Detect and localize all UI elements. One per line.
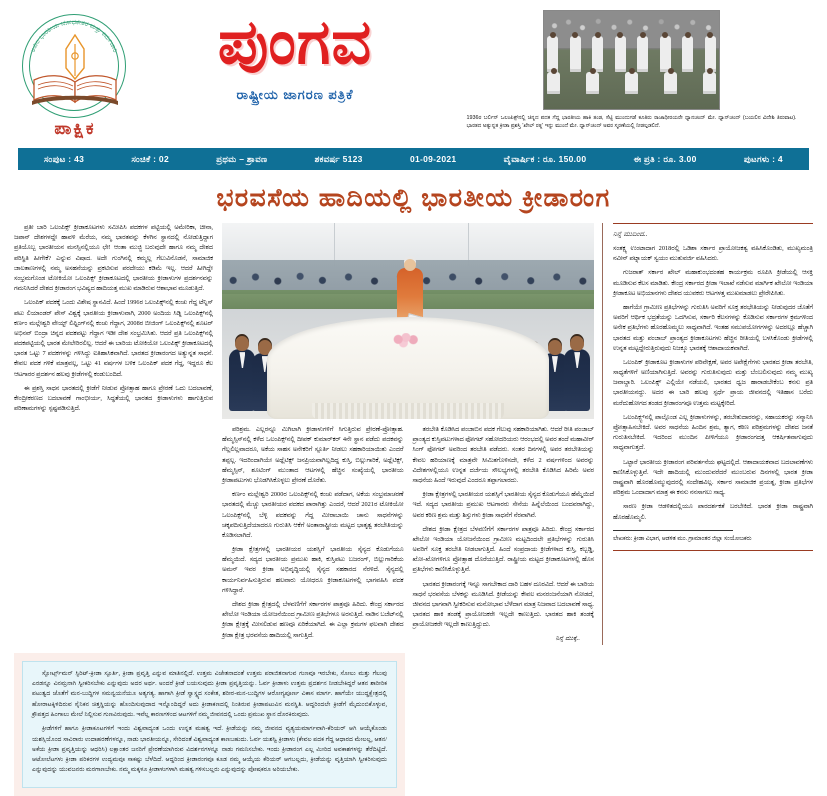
issue-info-bar	[18, 148, 809, 170]
publisher-logo-block	[0, 0, 150, 139]
byline-separator	[613, 530, 733, 531]
article-column-3	[413, 425, 595, 645]
paragraph: ಸಂತಕ್ಷ್ಯ ಉಂಟಾದಾಗ 2018ರಲ್ಲಿ ಒಡಿಶಾ ಸರ್ಕಾರ ಪ್ರಾಯೋಜಕತ್ವ ವಹಿಸಿಕೊಂಡಿತು, ಮುಖ್ಯಮಂತ್ರಿ ನವೀನ್ ಪಟ್ನಾಯಕ್ ಸ್ವಯಂ ಮುತುವರ್ಜಿ ವಹಿಸಿದರು.	[613, 245, 813, 263]
historic-photo-block	[440, 0, 827, 131]
paragraph: ಸ್ಪೋರ್ಟ್ಸ್‌ಮನ್ ಸ್ಪಿರಿಟ್-ಕ್ರೀಡಾ ಸ್ಪೂರ್ತಿ, ಕ್ರೀಡಾ ಪ್ರವೃತ್ತಿ ಎನ್ನುವ ಮಾತಿನಲ್ಲಿದೆ. ಉತ್ತಮ ವಿಜೇತನಾದಂತೆ ಉತ್ತಮ ಪರಾಜಿತನಾಗುವ ಗುಣವೂ ಇರಬೇಕು, ಸೋಲು ಮತ್ತು ಗೆಲುವು ಎರಡನ್ನೂ ವಿನಮ್ರನಾಗಿ ಸ್ವೀಕರಿಸಬೇಕು ಎನ್ನುವುದು ಅದರ ಅರ್ಥ. ಅಂದರೆ ಕ್ರೀಡೆ ಬಯಸುವುದು ಕ್ರೀಡಾ ಪ್ರವೃತ್ತಿಯನ್ನು. ಓರ್ವ ಕ್ರೀಡಾಳು ಉತ್ತಮ ಪ್ರದರ್ಶನ ನೀಡಬೇಕಿದ್ದರೆ ಆತನ ಶಾರೀರಿಕ ಪಟುತ್ವದ ಜೊತೆಗೆ ಮನ-ಬುದ್ಧಿಗಳ ಸಮನ್ವಯನೆಯೂ ಅತ್ಯಗತ್ಯ. ಹಾಗಾಗಿ ಕ್ರೀಡೆ ಸ್ವಾಸ್ಥ್ಯದ ಸಂಕೇತ, ಶರೀರ-ಮನ-ಬುದ್ಧಿಗಳ ಆರೋಗ್ಯಪೂರ್ಣ ವಿಕಾಸ ಮಾರ್ಗ. ಹಾಗೆಯೇ ಯುದ್ಧಕ್ಷೇತ್ರದಲ್ಲಿ ಹೋರಾಟಕ್ಕಿಳಿದಿರುವ ಸೈನಿಕನ ಚಿತ್ತಸ್ಥಿಯನ್ನು ಹೊಂದಿಸುವುದಾದ ಇನ್ನೊಂದಿದ್ದರೆ ಅದು ಕ್ರೀಡಾಕಣದಲ್ಲಿ ನಿಂತಿರುವ ಕ್ರೀಡಾಪಟುವಿನ ಮನಸ್ಥಿತಿ. ಆದ್ದರಿಂದಲೇ ಕ್ರೀಡೆಗೆ ಮೈದುಂಬಿಕೊಳ್ಳುವ, ಕ್ರೌಪತ್ತದ ಹಿಂಗಾಲು ಮೇಲೆ ನಿಲ್ಲಿಸುವ ಗುಣವಿರುವುದು. ಇವೆಲ್ಲ ಕಾರಣಗಳಿಂದ ಆಟಗಳಿಗೆ ನಮ್ಮ ಜೀವನದಲ್ಲಿ ಒಂದು ಪ್ರಮುಖ ಸ್ಥಾನ ದೊರಕಿರುವುದು.	[32, 669, 387, 718]
main-headline: ಭರವಸೆಯ ಹಾದಿಯಲ್ಲಿ ಭಾರತೀಯ ಕ್ರೀಡಾರಂಗ	[216, 184, 611, 212]
paragraph: ಒಲಂಪಿಕ್ ಪದಕಕ್ಕೆ ಒಂದು ವಿಶೇಷ ಸ್ಥಾನವಿದೆ. ಹಿಂದೆ 1996ರ ಒಲಂಪಿಕ್ಸ್‌ನಲ್ಲಿ ಕಂಚು ಗೆದ್ದ ಟೆನ್ನಿಸ್ ಪಟು ಲಿಯಾಂಡರ್ ಪೇಸ್ ವಿಶ್ವಕ್ಕೆ ಭಾರತೀಯ ಕ್ರೀಡಾಳುವಾಗಿ, 2000 ಅಂದಿಯ ಸಿಡ್ನಿ ಒಲಂಪಿಕ್ಸ್‌ನಲ್ಲಿ ಕರ್ಣಂ ಮಲ್ಲೇಶ್ವರಿ ವೇಯ್ಟ್ ಲಿಫ್ಟಿಂಗ್‌ನಲ್ಲಿ ಕಂಚು ಗೆದ್ದಾಗ, 2008ರ ಬೀಜಿಂಗ್ ಒಲಂಪಿಕ್ಸ್‌ನಲ್ಲಿ ಶೂಟರ್ ಅಭಿನವ್ ಬಿಂದ್ರಾ ಚಿನ್ನದ ಪದಕಪಟ್ಟು ಗೆದ್ದಾಗ ಇಡೀ ದೇಶ ಸಂಭ್ರಮಿಸಿತು. ಆದರೆ ಪ್ರತಿ ಒಲಂಪಿಕ್ಸ್‌ನಲ್ಲಿ ಪದಕಪಟ್ಟಿಯಲ್ಲಿ ಭಾರತ ಮೇಲೇರಿರಲಿಲ್ಲ. ಆದರೆ ಈ ಬಾರಿಯ ಟೋಕಿಯೋ ಒಲಂಪಿಕ್ಸ್ ಕ್ರೀಡಾಕೂಟದಲ್ಲಿ ಭಾರತ ಒಟ್ಟು 7 ಪದಕಗಳನ್ನು ಗಳಿಸಿದ್ದು ಐತಿಹಾಸಿಕವಾಗಿದೆ. ಭಾರತದ ಕ್ರೀಡಾರಂಗದ ಅತ್ಯುನ್ನತ ಸಾಧನೆ. ಕೇವಲ ಪದಕ ಗಳಿಕೆ ಮಾತ್ರವಲ್ಲ, ಒಟ್ಟು 41 ವರ್ಷಗಳ ಬಳಿಕ ಒಲಂಪಿಕ್ ಪದಕ ಗೆದ್ದ, ಇದ್ದರೂ ಕೆಲ ಆಟಗಾರರ ಪ್ರದರ್ಶನ ಹಲವು ಕ್ರೀಡೆಗಳಲ್ಲಿ ಕಂಡುಬಂದಿದೆ.	[14, 299, 213, 378]
paragraph: ತರಬೇತಿ ಕೊಡಿಸಿದ ಪಂಜಾಬಿನ ಪದಕ ಗೆಲುವು ಸಹಕಾರಿಯಾಗಿತು. ಆದರೆ ರೀತಿ ಪಂಜಾಬ್ ಪ್ರಾಂತ್ಯದ ಕುಸ್ತಿಪಟುಗಳಾದ ಫೋಗಟ್ ಸಹೋದರಿಯರು ಆರಂಭದಲ್ಲಿ ಅವರ ತಂದೆ ಮಹಾವೀರ್ ಸಿಂಗ್ ಫೋಗಟ್ ಅವರಿಂದ ತರಬೇತಿ ಪಡೆದರು. ಸಂತರ ದಿನಗಳಲ್ಲಿ ಅವರ ತರಬೇತಿಯನ್ನು ಕೇವಲ ಹರಿಯಾಣಕ್ಕೆ ಮಾತ್ರವೇ ಸೀಮಿತಗೊಳಿಸದೇ, ಕಳೆದ 2 ವರ್ಷಗಳಿಂದ ಅವರನ್ನು ವಿದೇಶಗಳಲ್ಲಿಯೂ ಉನ್ನತ ದರ್ಜೆಯ ಸೌಲಭ್ಯಗಳಲ್ಲಿ ತರಬೇತಿ ಕೊಡಿಸಿದ ಹಿರಿಮೆ ಅವರ ಸಾಧನೆಯ ಹಿಂದೆ ಇರುವುದೆ ಎಂದರೂ ತಪ್ಪಾಗಲಾರದು.	[412, 426, 594, 484]
paragraph: ಭಾರತದ ಕ್ರೀಡಾರಂಗಕ್ಕೆ ಇನ್ನೂ ಸಾಗಬೇಕಾದ ದಾರಿ ಬಹಳ ದೂರವಿದೆ. ಆದರೆ ಈ ಬಾರಿಯ ಸಾಧನೆ ಭರವಸೆಯ ಬೆಳಕನ್ನು ಮೂಡಿಸಿದೆ. ಕ್ರೀಡೆಯನ್ನು ಕೇವಲ ಮನರಂಜನೆಯಾಗಿ ನೋಡದೆ, ಜೀವನದ ಭಾಗವಾಗಿ ಸ್ವೀಕರಿಸುವ ಮನೋಭಾವ ಬೆಳೆದಾಗ ಮಾತ್ರ ನಿಜವಾದ ಬದಲಾವಣೆ ಸಾಧ್ಯ. ಭಾರತದ ಹಾಕಿ ತಂಡಕ್ಕೆ ಪ್ರಾಯೋಜಕರೇ ಇಲ್ಲದೇ ಕಾಣುತ್ತಿದು. ಭಾರತದ ಹಾಕಿ ತಂಡಕ್ಕೆ ಪ್ರಾಯೋಜಕರೇ ಇಲ್ಲದೇ ಕಾಣುತ್ತಿದ್ದುದು.	[412, 580, 594, 629]
photo-front-row	[547, 72, 716, 94]
paragraph: ಸಾರಣ ಕ್ರೀಡಾ ಆಡಳಿತದಲ್ಲಿಯೂ ಪಾರದರ್ಶಕತೆ ಬರಬೇಕಿದೆ. ಭಾರತ ಕ್ರೀಡಾ ರಾಷ್ಟ್ರವಾಗಿ ಹೊರಹೊಮ್ಮಲಿ.	[613, 503, 813, 521]
paragraph: ಕ್ರೀಡೆಗಳಿಗೆ ಹಾಗೂ ಕ್ರೀಡಾಕೂಟಗಳಿಗೆ ಇಂದು ವಿಶ್ವವಾದ್ಯಂತ ಒಂದು ಉನ್ನತ ಮಹತ್ವ ಇದೆ. ಕ್ರೀಡೆಯನ್ನು ನಮ್ಮ ಜೀವನದ ವ್ಯತ್ಯಯಮಾರ್ಗವಾಗಿ-ಕೆರಿಯರ್ ಆಗಿ ಆಯ್ಕೆಕೊಂಡು ಯಶಸ್ಸಿಯೊಂದ ಸಾವಿರಾರು ಉದಾಹರಣೆಗಳನ್ನೂ, ನಾಡು ಭಾರತೀಯನ್ನೂ, ಸೇರಿದಂತೆ ವಿಶ್ವವಾದ್ಯಂತ ಕಾಣಬಹುದು. ಓರ್ವ ಯಶಸ್ವಿ ಕ್ರೀಡಾಳು (ಕೇವಲ ಪದಕ ಗೆದ್ದ ಆಧಾರದ ಮೇಲಲ್ಲ, ಆತನ/ಅಕೆಯ ಕ್ರೀಡಾ ಪ್ರವೃತ್ತಿಯನ್ನು ಆಧರಿಸಿ) ಲಕ್ಷಾಂತರ ಜನರಿಗೆ ಪ್ರೇರಣೆಯಾಗಿರುವ ವಿದರ್ಶನಗಳನ್ನೂ ನಾಡು ಗಮನಿಸಬೇಕು. ಇಂದು ಕ್ರೀಡಾರಂಗ ಎಲ್ಲ ಮೀರಿದ ಅವಕಾಶಗಳನ್ನು ತೆರೆದಿಟ್ಟಿದೆ. ಆಟೋಲೆಟಗಳು ಕ್ರೀಡಾ ಪರಿಕರಗಳ ಉದ್ಯಮವೂ ಸಾಕಷ್ಟು ಬೆಳೆದಿದೆ. ಆದ್ದರಿಂದ ಕ್ರೀಡಾರಂಗವೂ ಕೂಡ ನಮ್ಮ ಆಯ್ಕೆಯ ಕೆರಿಯರ್ ಆಗಬಲ್ಲದು, ಕ್ರೀಡೆಯನ್ನು ವೃತ್ತಿಯಾಗಿ ಸ್ವೀಕರಿಸುವುದು ಎನ್ನುವುದನ್ನು ಯುವಜನರು ಮರಗಾಣಬೇಕು. ನಮ್ಮ ಮಕ್ಕಳೂ ಕ್ರೀಡಾಳುಗಳಾಗಿ ಮಹತ್ವ ಗಳಿಸಬಲ್ಲರು ಎನ್ನುವುದನ್ನು ಪೋಷಕರೂ ಅರಿಯಬೇಕು.	[32, 725, 387, 774]
article-columns-2-3	[222, 223, 594, 645]
info-issue: ಸಂಚಿಕೆ : 02	[131, 153, 169, 164]
sidebar-bottom-rule	[613, 550, 813, 551]
paper-tagline: ರಾಷ್ಟ್ರೀಯ ಜಾಗರಣ ಪತ್ರಿಕೆ	[236, 87, 354, 103]
info-era-year: ಶಕವರ್ಷ 5123	[314, 153, 363, 164]
paragraph: ಗುಜರಾತ್ ಸರ್ಕಾರ ಖೇಲ್ ಮಹಾಕುಂಭದಂತಹ ಕಾರ್ಯಕ್ರಮ ರೂಪಿಸಿ ಕ್ರೀಡೆಯಲ್ಲಿ ಆಸಕ್ತಿ ಮೂಡಿಸುವ ಕೆಲಸ ಮಾಡಿತು. ಕೇಂದ್ರ ಸರ್ಕಾರದ ಕ್ರೀಡಾ ಇಲಾಖೆ ನಡೆಸುವ ಮಾರ್ಗಿಕ ಖೇಲೋ ಇಂಡಿಯಾ ಕ್ರೀಡಾಕೂಟ ಅಭಿಯಾನಗಳು ದೇಶದ ಯುವಕರು ಆಟಗಳತ್ತ ಮುಖಮಾಡಲು ಪ್ರೇರೇಪಿಸಿತು.	[613, 269, 813, 297]
paragraph: ಒಲಂಪಿಕ್ಸ್ಟ್‌ನಲ್ಲಿ ಪಾಲ್ಗೊಂಡ ಎಲ್ಲ ಕ್ರೀಡಾಳುಗಳನ್ನು, ತರಬೇತುದಾರರನ್ನು, ಸಹಾಯಕರನ್ನು ಸನ್ಮಾನಿಸಿ ಪ್ರೋತ್ಸಾಹಿಸಬೇಕಿದೆ. ಅವರ ಸಾಧನೆಯ ಹಿಂದಿನ ಶ್ರಮ, ತ್ಯಾಗ, ಕಠಿಣ ಪರಿಶ್ರಮಗಳನ್ನು ದೇಶದ ಜನತೆ ಗುರುತಿಸಬೇಕಿದೆ. ಇದರಿಂದ ಮುಂದಿನ ಪೀಳಿಗೆಯೂ ಕ್ರೀಡಾರಂಗದತ್ತ ಆಕರ್ಷಿತವಾಗುವುದು ಸಾಧ್ಯವಾಗುತ್ತದೆ.	[613, 413, 813, 452]
column3-continued-note: ನಿನ್ನೆ ಮುಕ್ಕೆ..	[555, 634, 580, 642]
article-content	[0, 223, 827, 645]
article-byline: ಲೇಖಕರು: ಕ್ರೀಡಾ ವಿಭಾಗ, ಆಡಳಿತ ಮಂ. ಗ್ರಾಮಾಂತರ ಜಿಲ್ಲಾ ಸಂಯೋಜಕರು	[613, 535, 752, 542]
paragraph: ದೇಶದ ಕ್ರೀಡಾ ಕ್ಷೇತ್ರದ ಬೆಳವಣಿಗೆಗೆ ಸರ್ಕಾರಗಳ ಪಾತ್ರವೂ ಹಿರಿದು. ಕೇಂದ್ರ ಸರ್ಕಾರದ ಖೇಲೋ ಇಂಡಿಯಾ ಯೋಜನೆಯಿಂದ ಗ್ರಾಮೀಣ ಮಟ್ಟದಿಂದಲೇ ಪ್ರತಿಭೆಗಳನ್ನು ಗುರುತಿಸಿ ಅವರಿಗೆ ಸೂಕ್ತ ತರಬೇತಿ ನೀಡಲಾಗುತ್ತಿದೆ. ಹಿಂದೆ ಸಂಪ್ರದಾಯ ಕ್ರೀಡೆಗಳಾದ ಕುಸ್ತಿ, ಕಬ್ಬಡ್ಡಿ, ಖೋ-ಖೋಗಳಿಗೂ ಪ್ರೋತ್ಸಾಹ ದೊರೆಯುತ್ತಿದೆ. ರಾಷ್ಟ್ರೀಯ ಮಟ್ಟದ ಕ್ರೀಡಾಕೂಟಗಳಲ್ಲಿ ಹೊಸ ಪ್ರತಿಭೆಗಳು ಕಾಣಿಸಿಕೊಳ್ಳುತ್ತಿವೆ.	[412, 525, 594, 574]
paper-title: ಪುಂಗವ	[217, 8, 373, 77]
article-column-2	[222, 425, 404, 645]
publisher-emblem-icon	[16, 12, 134, 117]
paragraph: ಕ್ರೀಡಾ ಕ್ಷೇತ್ರಗಳಲ್ಲಿ ಭಾರತೀಯರ ಯಶಸ್ಸಿಗೆ ಭಾರತೀಯ ಸೈನ್ಯದ ಕೊಡುಗೆಯೂ ಹೆಮ್ಮಯಿದೆ. ಸದ್ಯದ ಭಾರತೀಯ ಪ್ರಮುಖ ಹಾಕಿ, ಕುಸ್ತಿಪಟು ಬಜರಂಗ್, ಬಿಲ್ಲುಗಾರಿಕೆಯ ಅಮನ್ ಇವರ ಕ್ರೀಡಾ ಅಭಿವೃದ್ಧಿಯಲ್ಲಿ ಸೈನ್ಯದ ಸಹಕಾರದ ನೆರಳಿದೆ. ಸೈನ್ಯದಲ್ಲಿ ಕಾರ್ಯನಿರ್ವಹಿಸುತ್ತಿರುವ ಹಲವಾರು ಯೋಧರೂ ಕ್ರೀಡಾಕೂಟಗಳಲ್ಲಿ ಭಾಗವಹಿಸಿ ಪದಕ ಗಳಿಸಿದ್ದಾರೆ.	[222, 546, 404, 594]
modi-with-athletes-photo	[222, 223, 594, 419]
photo-prime-minister-figure	[397, 268, 423, 320]
paragraph: ಒಟ್ಟಾರೆ ಭಾರತೀಯ ಕ್ರೀಡಾರಂಗ ಪರಿವರ್ತನೆಯ ಘಟ್ಟದಲ್ಲಿದೆ. ಆಶಾದಾಯಕವಾದ ಬದಲಾವಣೆಗಳು ಕಾಣಿಸಿಕೊಳ್ಳುತ್ತಿವೆ. ಇದೇ ಹಾದಿಯಲ್ಲಿ ಮುಂದುವರೆದರೆ ಮುಂಬರುವ ದಿನಗಳಲ್ಲಿ ಭಾರತ ಕ್ರೀಡಾ ರಾಷ್ಟ್ರವಾಗಿ ಹೊರಹೊಮ್ಮುವುದರಲ್ಲಿ ಸಂದೇಹವಿಲ್ಲ. ಸರ್ಕಾರ ಸಾಮಾಜಿಕ ಪ್ರಯತ್ನ, ಕ್ರೀಡಾ ಪ್ರತಿಭೆಗಳ ಪರಿಶ್ರಮ ಒಂದಾದಾಗ ಮಾತ್ರ ಈ ಕನಸು ನನಸಾಗಲು ಸಾಧ್ಯ.	[613, 458, 813, 497]
lower-columns-row	[222, 425, 594, 645]
sidebar-continued-kicker: ನಿನ್ನೆ ಮುದಿಂದ..	[613, 231, 648, 238]
masthead	[0, 0, 827, 146]
highlight-box-outer	[14, 653, 405, 796]
historic-photo-caption: 1936ರ ಬರ್ಲಿನ್ ಒಲಂಪಿಕ್ಸ್‌ನಲ್ಲಿ ಚಿನ್ನದ ಪದಕ ಗೆದ್ದ ಭಾರತೀಯ ಹಾಕಿ ತಂಡ, ಸೆಟ್ಟಿ ಮುಂದುಗಡೆ ಕೂತಿರು ರಾಜಾಧೀರಯರೇ ಧ್ಯಾನಚಂದ್ ಮೇ. ಧ್ಯಾನ್‌ಚಂದ್ (ಬಯಲಿನ ವಿದೇಶಿ ತಿರುವಾಟ). ಭಾರತದ ಅತ್ಯುನ್ನತ ಕ್ರೀಡಾ ಪ್ರಶಸ್ತಿ 'ಖೇಲ್ ರತ್ನ' ಇನ್ನು ಮುಂದೆ ಮೇ. ಧ್ಯಾನ್‌ಚಂದ್ ಅವರ ಸ್ಮರಣೆಯಲ್ಲಿ ನೀಡಲ್ಪಡಲಿದೆ.	[466, 115, 797, 130]
photo-flower-arrangement	[393, 333, 419, 349]
info-date: 01-09-2021	[409, 154, 457, 164]
info-pages: ಪುಟಗಳು : 4	[743, 153, 783, 164]
sidebar-highlight-box	[22, 661, 397, 788]
main-columns-row	[14, 223, 594, 645]
paragraph: ಒಲಂಪಿಕ್ ಕ್ರೀಡಾಕೂಟ ಕ್ರೀಡಾಳುಗಳ ಪರಿವೇಕ್ಷಣೆ, ಅವರ ಅಪೇಕ್ಷೆಗೆಗಳು ಭಾರತದ ಕ್ರೀಡಾ ತರಬೇತಿ, ಸಾಧ್ಯತೆಗಳಿಗೆ ಅಣಿಯಾಗಿಸುತ್ತಿದೆ. ಅವರನ್ನು ಗುರುತಿಸುವುದು ಮತ್ತು ಬೆಂಬಲಿಸುವುದು ನಮ್ಮ ಮುಖ್ಯ ಜವಾಬ್ದಾರಿ. ಒಲಂಪಿಕ್ಸ್ ಎಲ್ಲಿಯೇ ನಡೆಯಲಿ, ಭಾರತದ ಧ್ವಜ ಹಾರಾಡಬೇಕೆಂಬ ಕನಸು ಪ್ರತಿ ಭಾರತೀಯನದ್ದು. ಅದರ ಈ ಬಾರಿ ಹಲವು ಸ್ಪರ್ಧೆ ಪ್ರಾಯ ಜೀವನದಲ್ಲಿ ಇತಿಹಾಸ ಬರೆದು ಮರೆದುಹೋಗದ ತಂಡದ ಕ್ರೀಡಾರಂಗವೂ ಉತ್ತಮ ಮಟ್ಟಕ್ಕೇರಿದೆ.	[613, 358, 813, 407]
paragraph: ಕ್ರೀಡಾ ಕ್ಷೇತ್ರಗಳಲ್ಲಿ ಭಾರತೀಯರ ಯಶಸ್ಸಿಗೆ ಭಾರತೀಯ ಸೈನ್ಯದ ಕೊಡುಗೆಯೂ ಹೆಮ್ಮೆಯಿದೆ ಇದೆ. ಸದ್ಯದ ಭಾರತೀಯ ಪ್ರಮುಖ ಆಟಗಾರರು ಸೇನೆಯ ಹಿನ್ನೆಲೆಯಿಂದ ಬಂದವರಾಗಿದ್ದು, ಅವರ ಕಠಿಣ ಶ್ರಮ ಮತ್ತು ಶಿಸ್ತುಗಳು ಕ್ರೀಡಾ ಸಾಧನೆಗೆ ನೆರವಾಗಿವೆ.	[412, 491, 594, 519]
paragraph: ಈ ಪ್ರಶಸ್ತಿ ಸಾಧನ ಭಾರತದಲ್ಲಿ ಕ್ರೀಡೆಗೆ ನೀಡುವ ಪ್ರೋತ್ಸಾಹ ಹಾಗೂ ಪ್ರೇರಣೆ ಒದು ಬದಲಾವಣೆ, ಕೇಂದ್ರೀಕರಣದ ಬದಲಾವಣೆ ಗಾಂಭೀರ್ಯ, ಸಿದ್ಧತೆಯಲ್ಲಿ ಭಾರತದ ಕ್ರೀಡಾಳುಗಳು ಹಾಗುತ್ತಿರುವ ಪರಿಣಾಮಗಳನ್ನು ಸ್ಪಷ್ಟಪಡಿಸುತ್ತಿದೆ.	[14, 384, 213, 413]
info-volume: ಸಂಪುಟ : 43	[44, 153, 85, 164]
open-book-icon	[30, 70, 120, 110]
photo-table-skirt	[312, 403, 504, 419]
paragraph: ಹಾಗೆಯೇ ಗ್ರಾಮೀಣ ಪ್ರತಿಭೆಗಳನ್ನು ಗುರುತಿಸಿ ಅವರಿಗೆ ಸೂಕ್ತ ತರಭೇತಿಯನ್ನು ನೀಡುವುದರ ಜೊತೆಗೆ ಅವರಿಗೆ ಆರ್ಥಿಕ ಭದ್ರತೆಯನ್ನು ಒದಗಿಸುವ, ಸರ್ಕಾರಿ ಕೆಲಸಗಳನ್ನು ಕೊಡಿಸುವ ಸರ್ಕಾರಗಳ ಕ್ರಮಗಳಿಂದ ಅನೇಕ ಪ್ರತಿಭೆಗಳು ಹೊರಹೊಮ್ಮಲು ಸಾಧ್ಯವಾಗಿದೆ. ಇಂತಹ ಸಮುಪಯೋಗಗಳನ್ನು ಅದರಲ್ಲೂ ಹೆಚ್ಚಾಗಿ ಭಾರತದ ಮತ್ತು ಪಂಜಾಬ್ ಪ್ರಾಂತ್ಯದ ಕ್ರೀಡಾಕೂಟಗಳು ಹೆಚ್ಚಿನ ರೀತಿಯಲ್ಲಿ ಬಳಸಿಕೊಂಡು ಕ್ರೀಡೆಗಳಲ್ಲಿ ಉನ್ನತ ಮಟ್ಟದ್ದೇರುತ್ತಿರುವುದು ನಿಜಕ್ಕೂ ಭಾರತಕ್ಕೆ ಆಶಾದಾಯಕವಾಗಿದೆ.	[613, 303, 813, 352]
article-column-1	[14, 223, 213, 645]
periodicity-label: ಪಾಕ್ಷಿಕ	[54, 119, 96, 138]
title-block	[150, 0, 440, 103]
paragraph: ಕರ್ಣಂ ಮಲ್ಲೇಶ್ವರಿ 2000ರ ಒಲಂಪಿಕ್ಸ್‌ನಲ್ಲಿ ಕಂಚು ಪಡೆದಾಗ, ಅಕೆಯ ಸಂಭ್ರಮಾಚರಣೆ ಭಾರತದಲ್ಲಿ ಮೆಚ್ಚು ಭಾರತೀಯರ ಪದಕದ ಪಾರಾಗಿತ್ತು ಎಂದರೆ, ಆದರೆ 2021ರ ಟೋಕಿಯೋ ಒಲಂಪಿಕ್ಸ್‌ನಲ್ಲಿ ಬೆಳ್ಳಿ ಪದಕವನ್ನು ಗೆದ್ದ ಮೀರಾಬಾಯಿ ಚಾನು ಸಾಧನೆಗಳನ್ನು ಚಕ್ಕಪದಿಸುತ್ತಿದೆಯಾದರೂ ಗುರುತಿಸಿ ಆಕೆಗೆ ಅಂತಾರಾಷ್ಟ್ರೀಯ ಮಟ್ಟದ ಭಾತೃತ್ವ ತರಬೇತಿಯನ್ನು ಕೊಡಿಸಲಾಗಿದೆ.	[222, 491, 404, 539]
historic-hockey-team-photo	[543, 10, 720, 110]
paragraph: ಪರಿಶ್ರಮ. ಎಲ್ಲರನ್ನೂ ಮಿಗಿಲಾಗಿ ಕ್ರೀಡಾಳುಗಳಿಗೆ ಸಿಗುತ್ತಿರುವ ಪ್ರೇರಣೆ-ಪ್ರೋತ್ಸಾಹ. ಹೆಮ್ಮಸ್ಸಿಸ್‌ನಲ್ಲಿ ಕಳೆದ ಒಲಂಪಿಕ್ಸ್‌ನಲ್ಲಿ ದೀಪಕ್ ಕುಮಾರ್‌ಕರ್ 4ನೇ ಸ್ಥಾನ ಪಡೆದು ಪದಕವನ್ನು ಗೆಲ್ಲಲಿಲ್ಲವಾದರೂ, ಅಕೆಯ ಸಾಹಸ ಅನೇಕರಿಗೆ ಸ್ಪೂರ್ತಿ ನೀಡಲು ಸಹಕಾರಿಯಾಯಿತು ಎಂದರೆ ತಪ್ಪಲ್ಲ. ಇದರಿಂದಾಗಿಯೇ ಅಥ್ಲೆಟಿಕ್ಸ್ ಜನಪ್ರಿಯವಾಗಿಲ್ಲದಿದ್ದ ಕುಸ್ತಿ, ಬಿಲ್ಲುಗಾರಿಕೆ, ಅಥ್ಲೆಟಿಕ್ಸ್, ಹೆಮ್ಮಸ್ಸಿನ್, ಶೂಟಿಂಗ್ ಮುಂತಾದ ಆಟಗಳಲ್ಲಿ ಹೆಚ್ಚಿನ ಸಂಖ್ಯೆಯಲ್ಲಿ ಭಾರತೀಯ ಕ್ರೀಡಾಪಟುಗಳು ಭೊಡಗಿಸಿಕೊಳ್ಳಲು ಪ್ರೇರಣೆ ದೊರೆತು.	[222, 426, 404, 484]
sidebar-column	[602, 223, 813, 645]
paragraph: ಪ್ರತೀ ಬಾರಿ ಒಲಂಪಿಕ್ಸ್ ಕ್ರೀಡಾಕೂಟಗಳು ಸಮೀಪಿಸಿ ಪದಕಗಳ ಪಟ್ಟಿಯಲ್ಲಿ ಅಮೇರಿಕಾ, ಚೀನಾ, ಜಪಾನ್ ದೇಶಗಳದ್ದೇ ಹಾವಳಿ ಮೆರೆಯ, ನಮ್ಮ ಭಾರತವನ್ನು ಕೆಳಗಿನ ಸ್ಥಾನದಲ್ಲಿ ನೋಡುತ್ತಿದ್ದಾಗ ಪ್ರತಿಯೊಬ್ಬ ಭಾರತೀಯನ ಮನಸ್ಸಿನಲ್ಲಿಯೂ ಛೇ! ಆಂತಾ ಮುಜ್ಜಿ ಬರುವುದೇ ಹಾಗೂ ನಮ್ಮ ದೇಶದ ಪರಿಸ್ಥಿತಿ ಹೀಗೇಕೆ? ಎನ್ನುವ ವಿಷಾದ. ಅದೇ ಗುಂಗಿನಲ್ಲಿ ಕಮ್ಮಲ್ಲ ಗೆಲುವಿನೊಡನೆ, ಸಾಮಾಜಿಕ ಜಾಲತಾಣಗಳಲ್ಲಿ ನಮ್ಮ ಅಸಹನೆಯನ್ನು ಪ್ರಕಟಿಸುವ ಪರದೇಯು ಕಡಿಮೆ ಇಲ್ಲ. ಆದರೆ ಹೀಗಿದ್ದೇ ಸಂಭ್ರಮಗೊಂಡ ಟೋಕಿಯೋ ಒಲಂಪಿಕ್ಸ್ ಕ್ರೀಡಾಕೂಟದಲ್ಲಿ ಭಾರತೀಯ ಕ್ರೀಡಾಳುಗಳ ಪ್ರದರ್ಶನವನ್ನು ಗಮನಿಸಿದರೆ ದೇಶದ ಕ್ರೀಡಾರಂಗ ಭವಿಷ್ಯದ ಹಾದಿಯತ್ತ ಮುಖ ಮಾಡಿರುವ ಆಶಾಭಾವ ಮೂಡುತ್ತಿದೆ.	[14, 224, 213, 293]
paragraph: ದೇಶದ ಕ್ರೀಡಾ ಕ್ಷೇತ್ರದಲ್ಲಿ ಬೆಳವಣಿಗೆಗೆ ಸರ್ಕಾರಗಳ ಪಾತ್ರವೂ ಹಿರಿದು. ಕೇಂದ್ರ ಸರ್ಕಾರದ ಖೇಲೋ ಇಂಡಿಯಾ ಯೋಜನೆಯಿಂದ ಗ್ರಾಮೀಣ ಪ್ರತಿಭೆಗಳೂ ಅರಸುತ್ತಿದೆ. ನಾಡಿನ ಬಜೆಟ್‌ನಲ್ಲಿ ಕ್ರೀಡಾ ಕ್ಷೇತ್ರಕ್ಕೆ ಮೀಸಲಿಡುವ ಹಣವೂ ಏರಿಕೆಯಾಗಿದೆ. ಈ ಎಲ್ಲಾ ಕ್ರಮಗಳ ಫಲವಾಗಿ ದೇಶದ ಕ್ರೀಡಾ ಕ್ಷೇತ್ರ ಭರವಸೆಯ ಹಾದಿಯಲ್ಲಿ ಸಾಗುತ್ತಿದೆ.	[222, 601, 404, 639]
info-annual-price: ವೈವಾರ್ಷಿಕ : ರೂ. 150.00	[503, 153, 587, 164]
info-month: ಪ್ರಥಮ – ಶ್ರಾವಣ	[216, 153, 268, 164]
svg-text:ಅಖಿಲ ಭಾರತೀಯ ಬೋಧಕೇತರ ಮತ್ತು ಕರ್ಮ: ಅಖಿಲ ಭಾರತೀಯ ಬೋಧಕೇತರ ಮತ್ತು ಕರ್ಮಚಾರಿ	[29, 18, 119, 54]
sidebar-top-rule	[613, 223, 813, 224]
info-copy-price: ಈ ಪ್ರತಿ : ರೂ. 3.00	[633, 153, 697, 164]
main-article-area	[14, 223, 594, 645]
